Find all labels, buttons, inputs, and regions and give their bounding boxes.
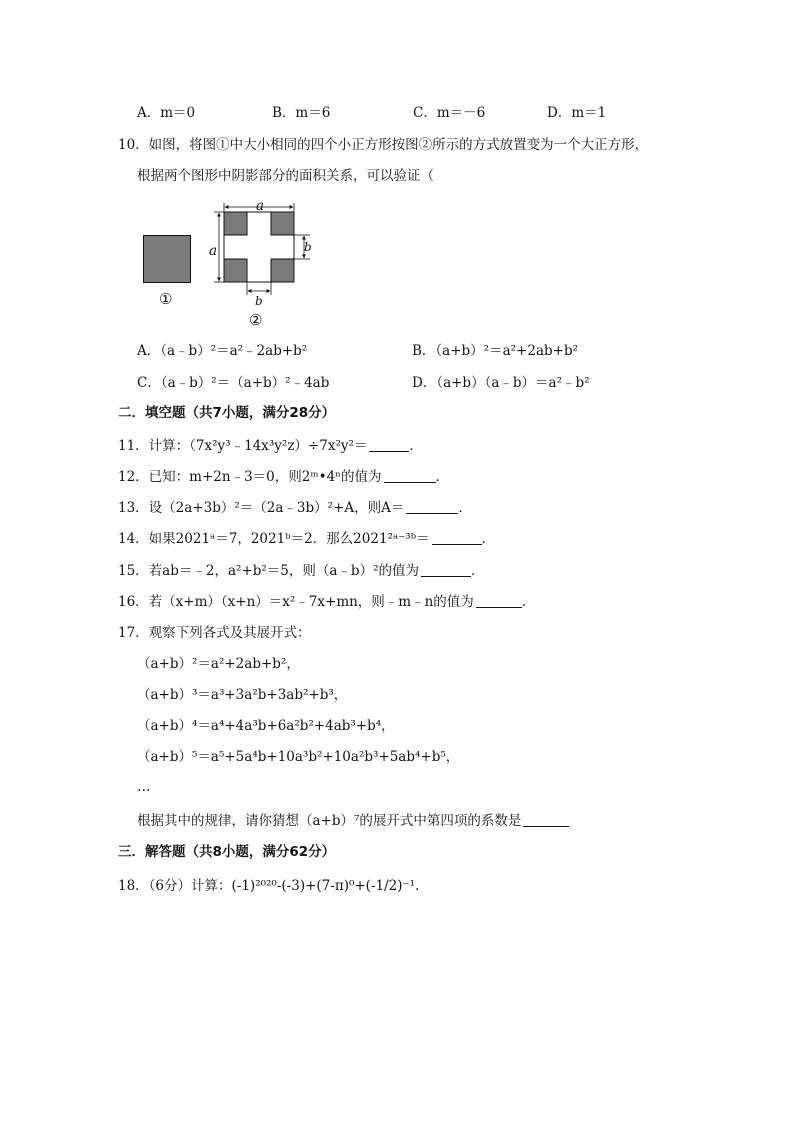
q10-stem-line2: 根据两个图形中阴影部分的面积关系，可以验证（ xyxy=(137,168,434,184)
q10-option-a: A．（a﹣b）²＝a²﹣2ab+b² xyxy=(137,343,308,359)
q17-expansion-5: （a+b）⁵＝a⁵+5a⁴b+10a³b²+10a²b³+5ab⁴+b⁵， xyxy=(137,749,460,765)
q17-question: 根据其中的规律，请你猜想（a+b）⁷的展开式中第四项的系数是 xyxy=(137,812,569,830)
q17-expansion-3: （a+b）³＝a³+3a²b+3ab²+b³， xyxy=(137,687,348,703)
answer-blank xyxy=(432,530,482,545)
figure-2-corner-square xyxy=(224,212,247,235)
q17-stem: 17．观察下列各式及其展开式： xyxy=(118,625,311,641)
figure-2-corner-square xyxy=(271,212,294,235)
figure-2-label-b-right: b xyxy=(304,240,312,254)
q15: 15．若ab＝﹣2，a²+b²＝5，则（a﹣b）²的值为 ． xyxy=(118,563,485,579)
section-3-title: 三．解答题（共8小题，满分62分） xyxy=(118,844,336,860)
q9-option-b: B．m＝6 xyxy=(272,105,331,121)
figure-2-label-b-bottom: b xyxy=(255,294,263,308)
figure-2-label-a-top: a xyxy=(256,198,265,214)
figure-2-label-a-left: a xyxy=(209,243,218,259)
answer-blank xyxy=(421,562,471,577)
q9-option-d: D．m＝1 xyxy=(547,105,607,121)
q17-expansion-4: （a+b）⁴＝a⁴+4a³b+6a²b²+4ab³+b⁴， xyxy=(137,718,395,734)
figure-2-corner-square xyxy=(224,259,247,282)
figure-2-corner-square xyxy=(271,259,294,282)
q10-option-b: B．（a+b）²＝a²+2ab+b² xyxy=(412,343,579,359)
answer-blank xyxy=(523,812,569,827)
q12: 12．已知：m+2n﹣3＝0，则2ᵐ•4ⁿ的值为 ． xyxy=(118,469,450,485)
q16: 16．若（x+m）（x+n）＝x²﹣7x+mn，则﹣m﹣n的值为 ． xyxy=(118,594,536,610)
q9-option-c: C．m＝－6 xyxy=(413,105,486,121)
q18: 18．（6分）计算：(-1)²⁰²⁰-(-3)+(7-π)⁰+(-1/2)⁻¹. xyxy=(118,878,420,894)
q11: 11．计算：（7x²y³﹣14x³y²z）÷7x²y²＝ ． xyxy=(118,438,423,454)
q10-option-d: D．（a+b）（a﹣b）＝a²﹣b² xyxy=(412,375,590,391)
figure-1-square xyxy=(143,235,191,283)
q9-option-a: A．m＝0 xyxy=(137,105,196,121)
section-2-title: 二．填空题（共7小题，满分28分） xyxy=(118,405,336,421)
answer-blank xyxy=(406,499,458,514)
figure-1-caption: ① xyxy=(159,290,173,308)
q10-option-c: C．（a﹣b）²＝（a+b）²﹣4ab xyxy=(137,375,330,391)
answer-blank xyxy=(369,437,409,452)
answer-blank xyxy=(384,468,436,483)
q17-ellipsis: … xyxy=(137,779,151,795)
q17-expansion-2: （a+b）²＝a²+2ab+b²， xyxy=(137,656,300,672)
q13: 13．设（2a+3b）²＝（2a﹣3b）²+A，则A＝ ． xyxy=(118,500,472,516)
q14: 14．如果2021ᵃ＝7，2021ᵇ＝2．那么2021²ᵃ⁻³ᵇ＝ ． xyxy=(118,531,496,547)
figure-2-caption: ② xyxy=(249,311,263,329)
answer-blank xyxy=(476,593,522,608)
q10-stem-line1: 10．如图，将图①中大小相同的四个小正方形按图②所示的方式放置变为一个大正方形， xyxy=(118,137,649,153)
